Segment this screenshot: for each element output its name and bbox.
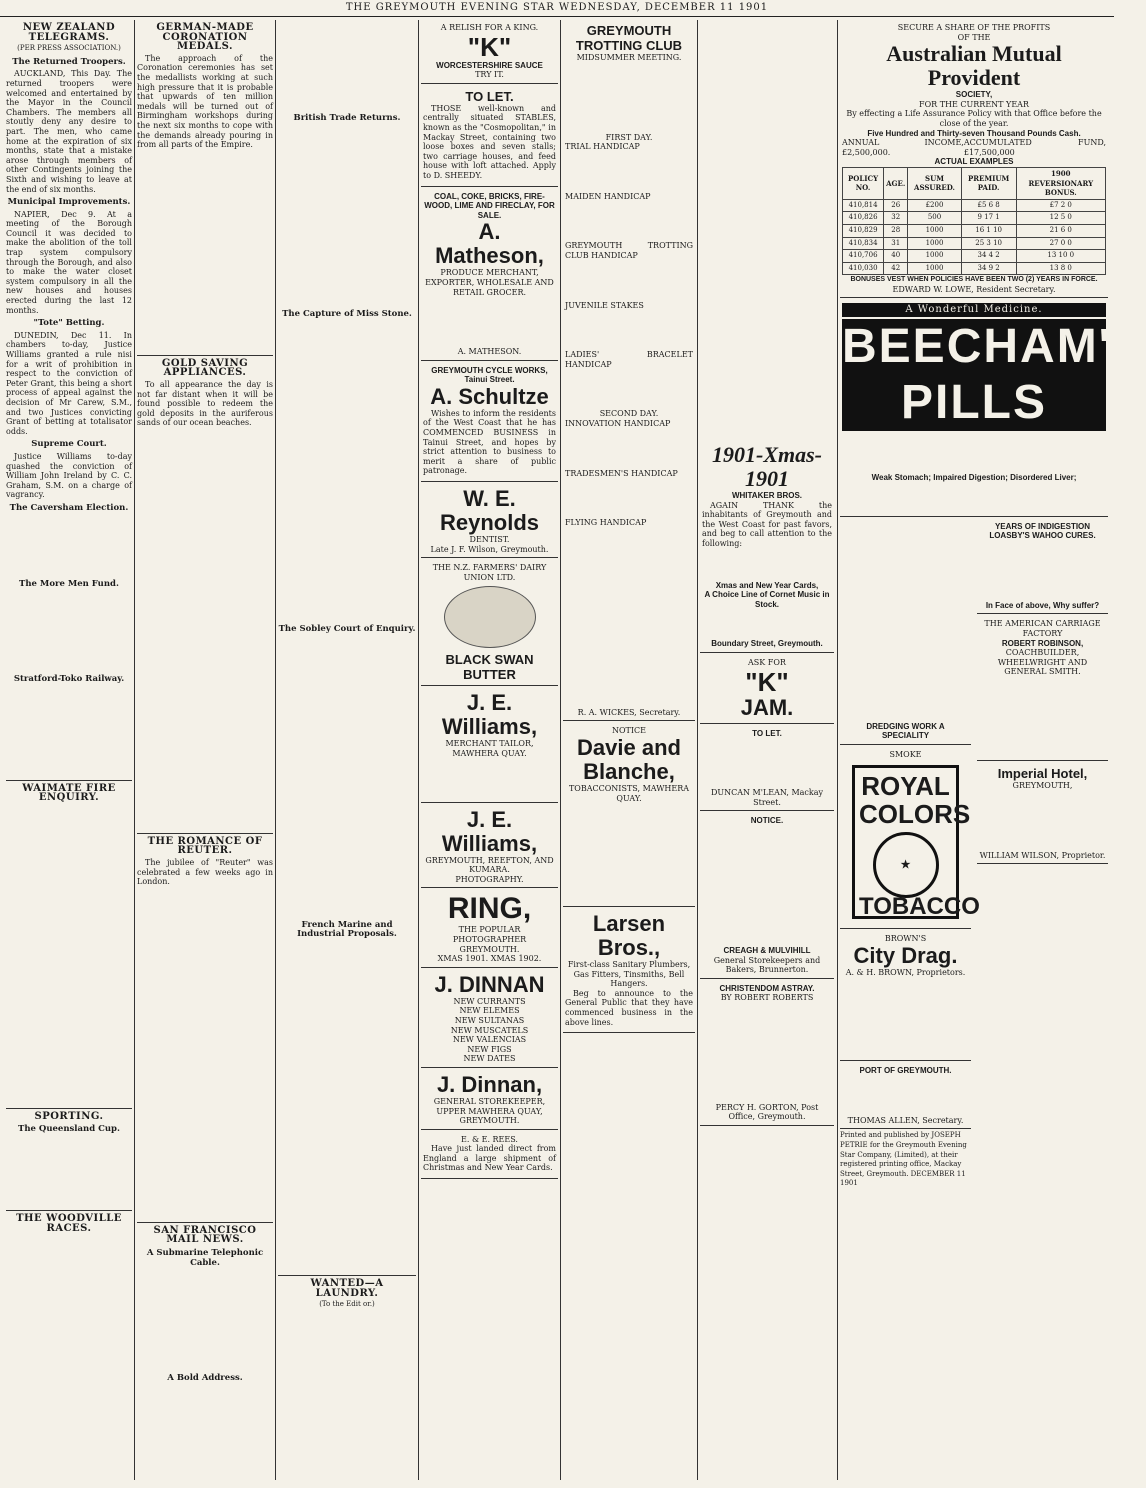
table-row bbox=[843, 199, 1106, 212]
ad-title: CHRISTENDOM ASTRAY. bbox=[719, 983, 815, 993]
text-block bbox=[6, 687, 132, 777]
advertisement bbox=[563, 909, 695, 1033]
divider bbox=[137, 833, 273, 834]
ad-title: YEARS OF INDIGESTION bbox=[994, 521, 1091, 531]
ad-name: Imperial Hotel, bbox=[997, 766, 1088, 781]
article-body: The approach of the Coronation ceremonies has set the medallists working at such high pressure that it is probable that upwards of ten million medals will be turned out of Birmingham workshops during the next six months to cope with the demands already pouring in from all parts of the Empire. bbox=[137, 53, 273, 150]
table-header: 1900 REVERSIONARY BONUS. bbox=[1016, 167, 1105, 199]
ad-item: A Choice Line of Cornet Music in Stock. bbox=[704, 590, 830, 609]
ad-subtitle: THE POPULAR PHOTOGRAPHER GREYMOUTH. bbox=[452, 925, 527, 954]
table-cell: 21 6 0 bbox=[1016, 224, 1105, 237]
advertisement bbox=[421, 1070, 558, 1130]
divider bbox=[278, 1275, 416, 1276]
table-cell: 28 bbox=[884, 224, 908, 237]
table-cell: 34 9 2 bbox=[961, 262, 1016, 275]
column-rule bbox=[560, 20, 561, 1480]
text-block bbox=[565, 63, 693, 133]
article-heading: The Sobley Court of Enquiry. bbox=[278, 624, 416, 635]
table-cell: £200 bbox=[908, 199, 961, 212]
ad-subtitle: GREYMOUTH, REEFTON, AND KUMARA. bbox=[425, 855, 554, 875]
ad-income: ANNUAL INCOME, £2,500,000. bbox=[842, 138, 964, 157]
event-item: TRIAL HANDICAP bbox=[565, 142, 640, 152]
ad-signature: R. A. WICKES, Secretary. bbox=[577, 707, 681, 717]
imprint: Printed and published by JOSEPH PETRIE for the Greymouth Evening Star Company, (Limited), at their registered printing office, Mackay Street, Greymouth. DECEMBER 11 1901 bbox=[840, 1131, 967, 1188]
article-heading: The More Men Fund. bbox=[19, 578, 119, 589]
text-block bbox=[702, 738, 832, 788]
advertisement bbox=[840, 931, 971, 1061]
text-block bbox=[423, 297, 556, 347]
table-cell: 42 bbox=[884, 262, 908, 275]
text-block bbox=[700, 20, 834, 440]
ad-title: TO LET. bbox=[752, 728, 782, 738]
text-block bbox=[6, 805, 132, 1105]
advertisement bbox=[840, 300, 1146, 516]
article-body: Justice Williams to-day quashed the conviction of William John Ireland by C. C. Graham, S.M. on a charge of vagrancy. bbox=[6, 451, 132, 500]
ad-subtitle: GENERAL STOREKEEPER, UPPER MAWHERA QUAY, GREYMOUTH. bbox=[433, 1096, 546, 1126]
ad-title: NOTICE. bbox=[750, 816, 784, 826]
advertisement bbox=[421, 560, 558, 686]
ad-subtitle: Weak Stomach; Impaired Digestion; Disordered Liver; bbox=[871, 473, 1077, 483]
column-7 bbox=[840, 20, 1146, 1480]
text-block bbox=[565, 310, 693, 350]
ad-title: NOTICE bbox=[611, 726, 646, 736]
ad-name: ROYAL bbox=[861, 771, 950, 802]
event-item: LADIES' BRACELET HANDICAP bbox=[565, 350, 693, 369]
text-block bbox=[137, 430, 273, 830]
ad-table-title: ACTUAL EXAMPLES bbox=[934, 157, 1014, 167]
table-cell: 1000 bbox=[908, 262, 961, 275]
article-body: DUNEDIN, Dec 11. In chambers to-day, Justice Williams granted a rule nisi for a writ of prohibition in respect to the conviction of Peter Grant, this being a short process of appeal against the decision of Mr Carew, S.M., and two Justices convicting Grant of betting at totalisator odds. bbox=[6, 330, 132, 436]
table-cell: 34 4 2 bbox=[961, 250, 1016, 263]
ad-name: J. E. Williams, bbox=[441, 806, 538, 856]
article-heading: British Trade Returns. bbox=[293, 113, 401, 123]
ad-section: SECOND DAY. bbox=[599, 409, 659, 419]
table-row bbox=[843, 237, 1106, 250]
text-block bbox=[278, 321, 416, 621]
ad-title: PORT OF GREYMOUTH. bbox=[859, 1066, 952, 1076]
ad-name: WORCESTERSHIRE SAUCE bbox=[436, 60, 543, 70]
ad-tagline: PHOTOGRAPHY. bbox=[455, 874, 524, 884]
article-heading: Stratford-Toko Railway. bbox=[13, 674, 125, 685]
table-cell: 410,814 bbox=[843, 199, 884, 212]
ad-tagline: In Face of above, Why suffer? bbox=[985, 600, 1100, 610]
ad-subtitle: TOBACCONISTS, MAWHERA QUAY. bbox=[568, 783, 690, 803]
article-body: To all appearance the day is not far distant when it will be found possible to redeem the gold deposits in the auriferous sands of our ocean beaches. bbox=[137, 379, 273, 428]
ad-signature: THOMAS ALLEN, Secretary. bbox=[847, 1115, 964, 1125]
ad-title: 1901-Xmas-1901 bbox=[712, 442, 822, 491]
ad-name: Davie and Blanche, bbox=[577, 734, 681, 784]
text-block bbox=[702, 551, 832, 581]
table-cell: £5 6 8 bbox=[961, 199, 1016, 212]
ad-item: NEW ELEMES bbox=[459, 1006, 520, 1016]
swan-logo-icon bbox=[444, 586, 536, 648]
text-block bbox=[278, 20, 416, 110]
section-heading: GERMAN-MADE CORONATION MEDALS. bbox=[156, 22, 254, 53]
section-heading: WANTED—A LAUNDRY. bbox=[310, 1277, 384, 1299]
section-subheading: (To the Edit or.) bbox=[319, 1300, 375, 1309]
table-cell: 410,829 bbox=[843, 224, 884, 237]
ad-subcolumn-right bbox=[977, 519, 1108, 1189]
ad-name: CREAGH & MULVIHILL bbox=[723, 945, 811, 955]
ad-name: J. DINNAN bbox=[434, 971, 545, 997]
ad-name: W. E. Reynolds bbox=[439, 486, 540, 536]
press-credit: (PER PRESS ASSOCIATION.) bbox=[17, 44, 121, 53]
ad-footer: BONUSES VEST WHEN POLICIES HAVE BEEN TWO (2) YEARS IN FORCE. bbox=[850, 276, 1098, 284]
table-cell: 27 0 0 bbox=[1016, 237, 1105, 250]
table-cell: 32 bbox=[884, 212, 908, 225]
ad-subtitle: PRODUCE MERCHANT, EXPORTER, WHOLESALE AND RETAIL GROCER. bbox=[425, 268, 554, 297]
ad-brand: BEECHAM'S PILLS bbox=[842, 320, 1146, 430]
ad-subtitle: DENTIST. bbox=[469, 535, 510, 545]
table-cell: 500 bbox=[908, 212, 961, 225]
ad-title: TO LET. bbox=[465, 88, 514, 104]
ad-item: Boundary Street, Greymouth. bbox=[711, 639, 823, 649]
column-3 bbox=[278, 20, 416, 1480]
advertisement bbox=[840, 719, 971, 745]
text-block bbox=[979, 541, 1106, 601]
article-heading: A Bold Address. bbox=[167, 1373, 243, 1384]
ad-name: JAM. bbox=[740, 694, 794, 720]
table-cell: 9 17 1 bbox=[961, 212, 1016, 225]
ad-subtitle: General Storekeepers and Bakers, Brunnerton. bbox=[713, 955, 821, 975]
advertisement bbox=[421, 20, 558, 84]
bonus-table bbox=[842, 167, 1106, 275]
advertisement bbox=[421, 189, 558, 361]
ad-subtitle: SOCIETY, bbox=[955, 90, 993, 100]
table-cell: 31 bbox=[884, 237, 908, 250]
ad-subtitle: GREYMOUTH, bbox=[1012, 781, 1073, 790]
table-cell: 410,826 bbox=[843, 212, 884, 225]
advertisement bbox=[700, 981, 834, 1126]
ad-brand: "K" bbox=[745, 666, 789, 697]
text-block bbox=[842, 483, 1106, 513]
advertisement bbox=[700, 440, 834, 653]
ad-signature: WILLIAM WILSON, Proprietor. bbox=[979, 850, 1106, 860]
text-block bbox=[137, 152, 273, 352]
table-row bbox=[843, 262, 1106, 275]
ad-body: Wishes to inform the residents of the West Coast that he has COMMENCED BUSINESS in Tainui Street, and hopes by strict attention to business to merit a share of public patronage. bbox=[423, 408, 556, 476]
ad-body: Beg to announce to the General Public that they have commenced business in the above lines. bbox=[565, 988, 693, 1027]
ad-name: TOBACCO bbox=[859, 893, 980, 921]
text-block bbox=[702, 609, 832, 639]
text-block bbox=[6, 516, 132, 576]
table-cell: 26 bbox=[884, 199, 908, 212]
column-rule bbox=[134, 20, 135, 1480]
text-block bbox=[137, 1270, 273, 1370]
ad-name: A. Schultze bbox=[430, 383, 549, 409]
advertisement bbox=[700, 655, 834, 724]
ad-title: GREYMOUTH TROTTING CLUB bbox=[575, 23, 683, 53]
table-header: AGE. bbox=[884, 167, 908, 199]
table-cell: 40 bbox=[884, 250, 908, 263]
divider bbox=[6, 780, 132, 781]
table-row bbox=[843, 212, 1106, 225]
text-block bbox=[565, 261, 693, 301]
page-header: THE GREYMOUTH EVENING STAR WEDNESDAY, DECEMBER 11 1901 bbox=[0, 0, 1114, 17]
text-block bbox=[565, 201, 693, 241]
event-item: INNOVATION HANDICAP bbox=[565, 418, 671, 428]
advertisement bbox=[421, 688, 558, 802]
article-heading: The Queensland Cup. bbox=[18, 1124, 120, 1135]
text-block bbox=[278, 637, 416, 917]
article-heading: The Capture of Miss Stone. bbox=[282, 308, 412, 319]
text-block bbox=[702, 826, 832, 946]
table-header: POLICY NO. bbox=[843, 167, 884, 199]
text-block bbox=[842, 977, 969, 1057]
ad-subtitle: BY ROBERT ROBERTS bbox=[720, 993, 814, 1003]
ad-body: Have just landed direct from England a large shipment of Christmas and New Year Cards. bbox=[423, 1144, 556, 1173]
ad-tagline: XMAS 1901. XMAS 1902. bbox=[437, 954, 542, 964]
ad-title: ASK FOR bbox=[748, 657, 786, 667]
ad-signature: A. & H. BROWN, Proprietors. bbox=[845, 967, 966, 977]
ad-subtitle: MERCHANT TAILOR, MAWHERA QUAY. bbox=[445, 739, 534, 758]
text-block bbox=[979, 677, 1106, 757]
ad-signature: DUNCAN M'LEAN, Mackay Street. bbox=[710, 788, 824, 807]
ad-subtitle: MIDSUMMER MEETING. bbox=[576, 53, 682, 62]
ad-name: LOASBY'S WAHOO CURES. bbox=[989, 531, 1096, 541]
ad-name: Australian Mutual Provident bbox=[886, 41, 1062, 91]
table-cell: 16 1 10 bbox=[961, 224, 1016, 237]
ad-signature: A. MATHESON. bbox=[457, 347, 522, 357]
ad-body: THOSE well-known and centrally situated STABLES, known as the "Cosmopolitan," in Mackay Street, containing two loose boxes and seven stalls; two carriage houses, and feed house with loft attached. Apply to D. SHEEDY. bbox=[423, 103, 556, 180]
ad-top: SMOKE bbox=[889, 749, 922, 759]
text-block bbox=[565, 478, 693, 518]
advertisement bbox=[977, 763, 1108, 864]
article-heading: Municipal Improvements. bbox=[7, 197, 131, 208]
section-heading: WAIMATE FIRE ENQUIRY. bbox=[22, 782, 116, 804]
article-heading: A Submarine Telephonic Cable. bbox=[146, 1248, 264, 1268]
text-block bbox=[6, 591, 132, 671]
table-cell: 1000 bbox=[908, 237, 961, 250]
table-cell: 410,706 bbox=[843, 250, 884, 263]
table-header: PREMIUM PAID. bbox=[961, 167, 1016, 199]
article-heading: French Marine and Industrial Proposals. bbox=[297, 919, 397, 940]
ad-firm: WHITAKER BROS. bbox=[731, 491, 803, 500]
section-heading: THE ROMANCE OF REUTER. bbox=[147, 835, 263, 857]
table-cell: 1000 bbox=[908, 224, 961, 237]
advertisement bbox=[700, 726, 834, 812]
article-body: The jubilee of "Reuter" was celebrated a few weeks ago in London. bbox=[137, 858, 273, 887]
column-rule bbox=[697, 20, 698, 1480]
advertisement bbox=[421, 970, 558, 1068]
divider bbox=[6, 1210, 132, 1211]
ad-subtitle: COACHBUILDER, WHEELWRIGHT AND GENERAL SMITH. bbox=[997, 648, 1088, 677]
table-cell: 13 10 0 bbox=[1016, 250, 1105, 263]
column-rule bbox=[837, 20, 838, 1480]
ad-body: Late J. F. Wilson, Greymouth. bbox=[430, 544, 549, 554]
ad-note: FOR THE CURRENT YEAR bbox=[919, 99, 1029, 109]
table-cell: 12 5 0 bbox=[1016, 212, 1105, 225]
advertisement bbox=[421, 890, 558, 967]
table-cell: 1000 bbox=[908, 250, 961, 263]
ad-subcolumn-left bbox=[840, 519, 980, 1189]
text-block bbox=[840, 519, 971, 719]
text-block bbox=[423, 759, 556, 799]
royal-colors-ad bbox=[852, 765, 980, 921]
ad-banner: A Wonderful Medicine. bbox=[842, 303, 1106, 317]
text-block bbox=[565, 429, 693, 469]
ad-name: Larsen Bros., bbox=[592, 911, 666, 961]
text-block bbox=[565, 152, 693, 192]
column-rule bbox=[275, 20, 276, 1480]
ad-title: E. & E. REES. bbox=[461, 1134, 518, 1144]
ad-signature: PERCY H. GORTON, Post Office, Greymouth. bbox=[715, 1102, 819, 1122]
column-5 bbox=[563, 20, 695, 1480]
ad-name: RING, bbox=[447, 892, 532, 926]
ad-title: GREYMOUTH CYCLE WORKS, Tainui Street. bbox=[431, 365, 548, 385]
two-column-ads bbox=[840, 519, 1108, 1189]
ad-signature: EDWARD W. LOWE, Resident Secretary. bbox=[892, 284, 1056, 294]
text-block bbox=[137, 889, 273, 1219]
ad-item: NEW FIGS bbox=[467, 1044, 512, 1054]
ad-name: J. E. Williams, bbox=[441, 690, 538, 740]
ad-title: DREDGING WORK A SPECIALITY bbox=[866, 721, 945, 741]
article-heading: Supreme Court. bbox=[31, 439, 107, 450]
ad-tagline: TRY IT. bbox=[475, 70, 504, 80]
advertisement bbox=[840, 1063, 971, 1129]
table-header: SUM ASSURED. bbox=[908, 167, 961, 199]
ad-name: City Drag. bbox=[853, 942, 958, 968]
advertisement bbox=[421, 86, 558, 187]
section-heading: THE WOODVILLE RACES. bbox=[16, 1213, 122, 1234]
ad-funds bbox=[842, 138, 1106, 157]
ad-brand: "K" bbox=[467, 31, 512, 62]
table-cell: £7 2 0 bbox=[1016, 199, 1105, 212]
ad-section: FIRST DAY. bbox=[605, 132, 653, 142]
column-6 bbox=[700, 20, 834, 1480]
column-1 bbox=[6, 20, 132, 1480]
ad-title: THE AMERICAN CARRIAGE FACTORY bbox=[984, 619, 1101, 639]
ad-top: BROWN'S bbox=[884, 934, 927, 944]
column-4 bbox=[421, 20, 558, 1480]
divider bbox=[6, 1108, 132, 1109]
advertisement bbox=[421, 805, 558, 889]
ad-item: Xmas and New Year Cards, bbox=[715, 580, 819, 590]
table-row bbox=[843, 250, 1106, 263]
advertisement bbox=[563, 723, 695, 907]
event-item: MAIDEN HANDICAP bbox=[565, 191, 651, 201]
text-block bbox=[842, 433, 1106, 473]
advertisement bbox=[421, 363, 558, 482]
ad-item: NEW CURRANTS bbox=[453, 996, 526, 1006]
ad-item: NEW SULTANAS bbox=[454, 1015, 525, 1025]
ad-name: ROBERT ROBINSON, bbox=[1001, 638, 1084, 648]
text-block bbox=[6, 1137, 132, 1207]
text-block bbox=[278, 942, 416, 1272]
column-2 bbox=[137, 20, 273, 1480]
event-item: JUVENILE STAKES bbox=[565, 300, 644, 310]
table-cell: 410,030 bbox=[843, 262, 884, 275]
ad-subtitle: First-class Sanitary Plumbers, Gas Fitters, Tinsmiths, Bell Hangers. bbox=[567, 960, 691, 989]
advertisement bbox=[840, 20, 1108, 298]
event-item: GREYMOUTH TROTTING CLUB HANDICAP bbox=[565, 241, 693, 260]
ad-accumulated: ACCUMULATED FUND, £17,500,000 bbox=[963, 138, 1106, 157]
advertisement bbox=[977, 616, 1108, 761]
divider bbox=[137, 1222, 273, 1223]
text-block bbox=[565, 803, 693, 903]
section-heading: NEW ZEALAND TELEGRAMS. bbox=[22, 22, 116, 43]
article-body: AUCKLAND, This Day. The returned troopers were welcomed and entertained by the Mayor in the Council Chambers. The members all stoutly deny any desire to part. The men, who came home at the expiration of six months, state that a mistake arose through members of other Contingents joining the Sixth and wishing to leave at the end of six months. bbox=[6, 69, 132, 194]
article-heading: The Caversham Election. bbox=[9, 502, 129, 513]
event-item: FLYING HANDICAP bbox=[565, 518, 647, 528]
table-header-row bbox=[843, 167, 1106, 199]
table-cell: 25 3 10 bbox=[961, 237, 1016, 250]
ad-item: NEW DATES bbox=[463, 1054, 516, 1064]
ad-of: OF THE bbox=[957, 32, 991, 42]
advertisement bbox=[700, 813, 834, 978]
event-item: TRADESMEN'S HANDICAP bbox=[565, 468, 678, 478]
text-block bbox=[842, 1076, 969, 1116]
table-row bbox=[843, 224, 1106, 237]
ad-body: AGAIN THANK the inhabitants of Greymouth and the West Coast for past favors, and beg to call attention to the following: bbox=[702, 500, 832, 548]
ad-name: COLORS bbox=[859, 799, 971, 830]
advertisement bbox=[840, 747, 980, 929]
article-heading: "Tote" Betting. bbox=[33, 318, 105, 329]
ad-name: J. Dinnan, bbox=[436, 1071, 543, 1097]
text-block bbox=[565, 528, 693, 708]
section-heading: SAN FRANCISCO MAIL NEWS. bbox=[153, 1224, 257, 1246]
ad-item: NEW MUSCATELS bbox=[450, 1025, 529, 1035]
ad-title: THE N.Z. FARMERS' DAIRY UNION LTD. bbox=[432, 563, 547, 582]
ad-body: By effecting a Life Assurance Policy with that Office before the close of the year. bbox=[846, 109, 1102, 128]
section-heading: SPORTING. bbox=[34, 1110, 104, 1122]
ad-title: COAL, COKE, BRICKS, FIRE-WOOD, LIME AND FIRECLAY, FOR SALE. bbox=[424, 191, 555, 220]
ad-amount: Five Hundred and Thirty-seven Thousand Pounds Cash. bbox=[867, 128, 1081, 138]
text-block bbox=[565, 369, 693, 409]
advertisement bbox=[977, 519, 1108, 615]
ad-name: A. Matheson, bbox=[435, 219, 544, 269]
advertisement bbox=[421, 484, 558, 558]
ad-title: A RELISH FOR A KING. bbox=[440, 23, 539, 32]
article-heading: The Returned Troopers. bbox=[12, 56, 126, 67]
section-heading: GOLD SAVING APPLIANCES. bbox=[161, 357, 249, 379]
ad-brand: BLACK SWAN BUTTER bbox=[445, 652, 534, 683]
column-rule bbox=[418, 20, 419, 1480]
divider bbox=[137, 355, 273, 356]
advertisement bbox=[563, 20, 695, 721]
article-body: NAPIER, Dec 9. At a meeting of the Borough Council it was decided to make the abolition of the toll trap system compulsory through the Borough, and also to make the water closet system compulsory in all the new houses and houses erected during the last 12 months. bbox=[6, 209, 132, 315]
text-block bbox=[979, 791, 1106, 851]
ad-top: SECURE A SHARE OF THE PROFITS bbox=[897, 23, 1051, 32]
text-block bbox=[702, 1003, 832, 1103]
table-cell: 13 8 0 bbox=[1016, 262, 1105, 275]
ad-item: NEW VALENCIAS bbox=[452, 1035, 527, 1045]
text-block bbox=[278, 126, 416, 306]
table-cell: 410,834 bbox=[843, 237, 884, 250]
advertisement bbox=[421, 1132, 558, 1179]
tobacco-badge-icon: ★ bbox=[873, 832, 939, 898]
